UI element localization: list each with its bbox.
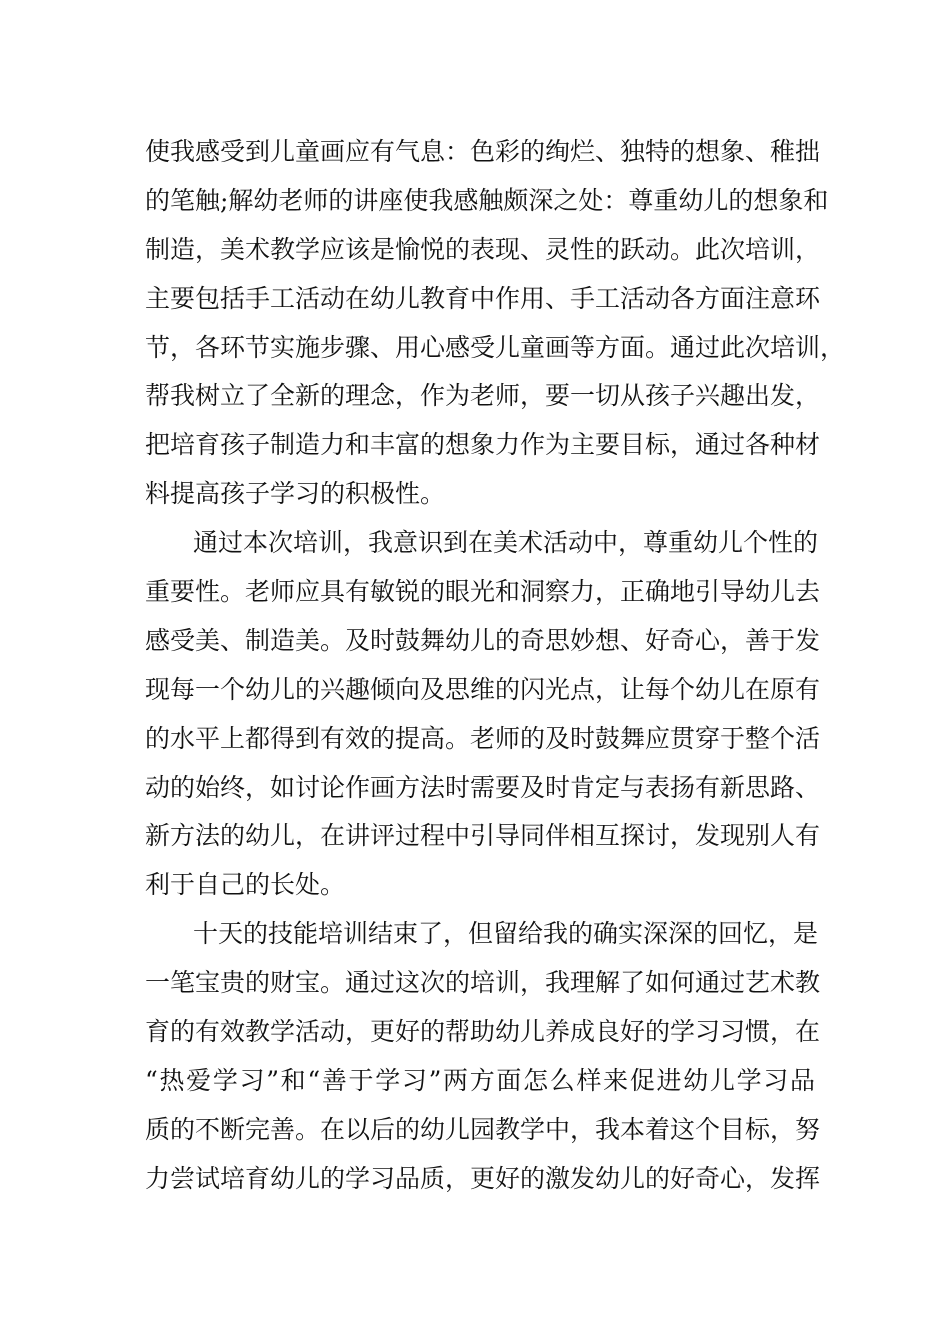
document-body <box>145 128 846 1204</box>
paragraph-1-line-3: 制造，美术教学应该是愉悦的表现、灵性的跃动。此次培训， <box>145 234 821 264</box>
paragraph-2-line-5: 的水平上都得到有效的提高。老师的及时鼓舞应贯穿于整个活 <box>145 723 821 753</box>
paragraph-3-line-3: 育的有效教学活动，更好的帮助幼儿养成良好的学习习惯，在 <box>145 1017 821 1047</box>
paragraph-1-line-8: 料提高孩子学习的积极性。 <box>145 479 446 509</box>
paragraph-1-line-7: 把培育孩子制造力和丰富的想象力作为主要目标，通过各种材 <box>145 430 821 460</box>
paragraph-2-line-7: 新方法的幼儿，在讲评过程中引导同伴相互探讨，发现别人有 <box>145 821 821 851</box>
paragraph-3-line-2: 一笔宝贵的财宝。通过这次的培训，我理解了如何通过艺术教 <box>145 968 821 998</box>
paragraph-1-line-4: 主要包括手工活动在幼儿教育中作用、手工活动各方面注意环 <box>145 283 821 313</box>
paragraph-3-line-4: “热爱学习”和“善于学习”两方面怎么样来促进幼儿学习品 <box>145 1065 815 1095</box>
paragraph-2-line-6: 动的始终，如讨论作画方法时需要及时肯定与表扬有新思路、 <box>145 772 821 802</box>
paragraph-3-line-5: 质的不断完善。在以后的幼儿园教学中，我本着这个目标，努 <box>145 1114 821 1144</box>
paragraph-3-line-1: 十天的技能培训结束了，但留给我的确实深深的回忆，是 <box>193 919 819 949</box>
paragraph-2-line-2: 重要性。老师应具有敏锐的眼光和洞察力，正确地引导幼儿去 <box>145 577 821 607</box>
paragraph-1-line-1: 使我感受到儿童画应有气息：色彩的绚烂、独特的想象、稚拙 <box>145 137 821 166</box>
paragraph-2-line-8: 利于自己的长处。 <box>145 870 346 900</box>
paragraph-2-line-1: 通过本次培训，我意识到在美术活动中，尊重幼儿个性的 <box>193 528 819 558</box>
paragraph-1-line-6: 帮我树立了全新的理念，作为老师，要一切从孩子兴趣出发， <box>145 381 821 411</box>
paragraph-3-line-6: 力尝试培育幼儿的学习品质，更好的激发幼儿的好奇心，发挥 <box>145 1163 821 1193</box>
paragraph-2-line-3: 感受美、制造美。及时鼓舞幼儿的奇思妙想、好奇心，善于发 <box>145 625 821 655</box>
paragraph-1-line-2: 的笔触;解幼老师的讲座使我感触颇深之处：尊重幼儿的想象和 <box>145 185 829 215</box>
paragraph-2-line-4: 现每一个幼儿的兴趣倾向及思维的闪光点，让每个幼儿在原有 <box>145 674 821 704</box>
paragraph-1-line-5: 节，各环节实施步骤、用心感受儿童画等方面。通过此次培训， <box>145 332 846 362</box>
